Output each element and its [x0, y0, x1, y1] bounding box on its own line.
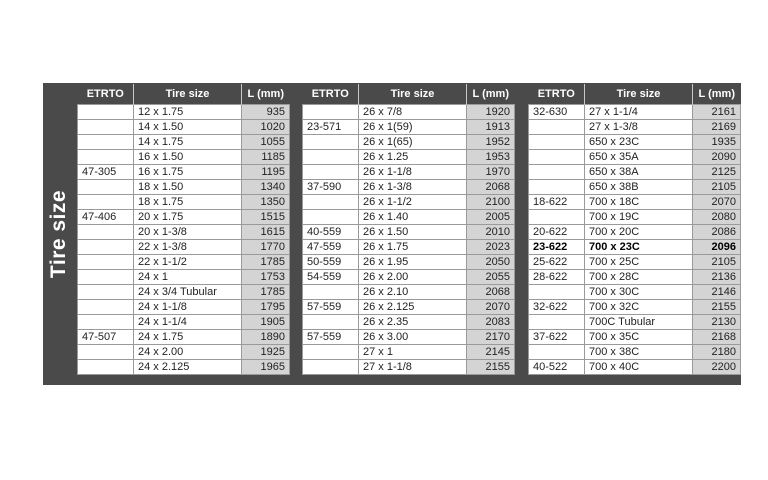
tire-size-cell: 24 x 1	[134, 270, 242, 285]
table-row	[303, 135, 515, 150]
tire-size-cell: 26 x 3.00	[359, 330, 467, 345]
length-cell: 2005	[467, 210, 515, 225]
side-label-container	[43, 83, 76, 385]
tire-size-cell: 700 x 40C	[585, 360, 693, 375]
etrto-cell	[78, 135, 134, 150]
tire-size-cell: 27 x 1-1/8	[359, 360, 467, 375]
tire-size-cell: 26 x 1(65)	[359, 135, 467, 150]
header-etrto: ETRTO	[529, 84, 585, 105]
etrto-cell	[78, 240, 134, 255]
tire-size-cell: 26 x 1(59)	[359, 120, 467, 135]
length-cell: 2080	[693, 210, 741, 225]
length-cell: 2145	[467, 345, 515, 360]
etrto-cell	[303, 195, 359, 210]
length-cell: 2168	[693, 330, 741, 345]
table-row	[303, 165, 515, 180]
length-cell: 1340	[242, 180, 290, 195]
tire-size-cell: 26 x 2.00	[359, 270, 467, 285]
tire-size-cell: 26 x 2.35	[359, 315, 467, 330]
tire-size-cell: 20 x 1-3/8	[134, 225, 242, 240]
etrto-cell	[78, 315, 134, 330]
etrto-cell: 57-559	[303, 300, 359, 315]
length-cell: 2169	[693, 120, 741, 135]
tire-size-cell: 700 x 35C	[585, 330, 693, 345]
etrto-cell	[78, 180, 134, 195]
tire-size-cell: 24 x 2.00	[134, 345, 242, 360]
length-cell: 1905	[242, 315, 290, 330]
etrto-cell: 23-571	[303, 120, 359, 135]
header-tire-size: Tire size	[585, 84, 693, 105]
tire-size-cell: 24 x 1.75	[134, 330, 242, 345]
table-row	[78, 165, 290, 180]
length-cell: 2023	[467, 240, 515, 255]
etrto-cell	[78, 255, 134, 270]
table-row	[529, 225, 741, 240]
etrto-cell: 28-622	[529, 270, 585, 285]
tire-size-cell: 26 x 1.25	[359, 150, 467, 165]
length-cell: 2096	[693, 240, 741, 255]
etrto-cell	[303, 210, 359, 225]
length-cell: 2010	[467, 225, 515, 240]
etrto-cell: 40-522	[529, 360, 585, 375]
table-row	[529, 180, 741, 195]
table-row	[529, 165, 741, 180]
table-row	[529, 210, 741, 225]
etrto-cell: 23-622	[529, 240, 585, 255]
etrto-cell	[303, 165, 359, 180]
length-cell: 2068	[467, 180, 515, 195]
header-tire-size: Tire size	[359, 84, 467, 105]
etrto-cell: 47-406	[78, 210, 134, 225]
length-cell: 1890	[242, 330, 290, 345]
length-cell: 2070	[693, 195, 741, 210]
tire-size-cell: 20 x 1.75	[134, 210, 242, 225]
table-row	[78, 285, 290, 300]
etrto-cell: 40-559	[303, 225, 359, 240]
etrto-cell	[78, 195, 134, 210]
length-cell: 2105	[693, 255, 741, 270]
length-cell: 2200	[693, 360, 741, 375]
table-row	[303, 150, 515, 165]
etrto-cell	[303, 315, 359, 330]
etrto-cell: 32-630	[529, 105, 585, 120]
table-row	[78, 240, 290, 255]
etrto-cell	[78, 285, 134, 300]
length-cell: 2105	[693, 180, 741, 195]
table-row	[303, 225, 515, 240]
tire-size-cell: 700 x 32C	[585, 300, 693, 315]
etrto-cell	[529, 180, 585, 195]
tire-size-cell: 650 x 23C	[585, 135, 693, 150]
tire-size-cell: 26 x 1-3/8	[359, 180, 467, 195]
tire-size-cell: 16 x 1.50	[134, 150, 242, 165]
length-cell: 2170	[467, 330, 515, 345]
tire-size-cell: 24 x 3/4 Tubular	[134, 285, 242, 300]
length-cell: 2146	[693, 285, 741, 300]
length-cell: 1615	[242, 225, 290, 240]
table-row	[78, 345, 290, 360]
tire-size-cell: 14 x 1.75	[134, 135, 242, 150]
tire-size-cell: 26 x 1-1/2	[359, 195, 467, 210]
table-header-row	[303, 84, 515, 105]
table-row	[303, 195, 515, 210]
tire-table-block-3	[528, 84, 741, 375]
tire-size-cell: 700 x 20C	[585, 225, 693, 240]
length-cell: 2136	[693, 270, 741, 285]
length-cell: 2180	[693, 345, 741, 360]
tire-size-cell: 27 x 1-3/8	[585, 120, 693, 135]
header-etrto: ETRTO	[303, 84, 359, 105]
length-cell: 1185	[242, 150, 290, 165]
table-row	[78, 360, 290, 375]
table-row	[78, 315, 290, 330]
length-cell: 1913	[467, 120, 515, 135]
etrto-cell	[78, 105, 134, 120]
etrto-cell	[529, 285, 585, 300]
tire-size-cell: 26 x 1.95	[359, 255, 467, 270]
table-row	[78, 225, 290, 240]
table-row	[529, 360, 741, 375]
header-etrto: ETRTO	[78, 84, 134, 105]
length-cell: 1785	[242, 285, 290, 300]
tire-size-cell: 22 x 1-3/8	[134, 240, 242, 255]
table-row	[78, 300, 290, 315]
table-row	[529, 240, 741, 255]
table-row	[303, 300, 515, 315]
etrto-cell	[78, 300, 134, 315]
table-row	[529, 300, 741, 315]
etrto-cell: 47-305	[78, 165, 134, 180]
tire-size-cell: 700C Tubular	[585, 315, 693, 330]
tire-size-cell: 700 x 30C	[585, 285, 693, 300]
tire-table-block-1	[77, 84, 290, 375]
tire-size-cell: 650 x 38B	[585, 180, 693, 195]
table-row	[303, 270, 515, 285]
header-tire-size: Tire size	[134, 84, 242, 105]
etrto-cell	[303, 345, 359, 360]
etrto-cell	[529, 345, 585, 360]
length-cell: 1055	[242, 135, 290, 150]
table-row	[303, 345, 515, 360]
table-row	[78, 270, 290, 285]
tire-size-cell: 650 x 35A	[585, 150, 693, 165]
length-cell: 2055	[467, 270, 515, 285]
table-row	[78, 180, 290, 195]
tire-size-cell: 700 x 38C	[585, 345, 693, 360]
etrto-cell: 32-622	[529, 300, 585, 315]
table-row	[78, 255, 290, 270]
tire-size-cell: 700 x 19C	[585, 210, 693, 225]
table-row	[529, 255, 741, 270]
length-cell: 2050	[467, 255, 515, 270]
table-row	[529, 330, 741, 345]
tire-size-cell: 700 x 28C	[585, 270, 693, 285]
length-cell: 1195	[242, 165, 290, 180]
tire-size-cell: 24 x 2.125	[134, 360, 242, 375]
table-row	[529, 120, 741, 135]
table-row	[303, 240, 515, 255]
table-row	[78, 105, 290, 120]
length-cell: 1965	[242, 360, 290, 375]
length-cell: 1753	[242, 270, 290, 285]
length-cell: 1350	[242, 195, 290, 210]
tire-size-cell: 16 x 1.75	[134, 165, 242, 180]
tire-size-cell: 22 x 1-1/2	[134, 255, 242, 270]
length-cell: 1970	[467, 165, 515, 180]
table-row	[529, 150, 741, 165]
table-row	[529, 345, 741, 360]
table-row	[529, 285, 741, 300]
table-header-row	[78, 84, 290, 105]
tire-size-cell: 27 x 1	[359, 345, 467, 360]
table-row	[529, 135, 741, 150]
etrto-cell	[529, 315, 585, 330]
length-cell: 2130	[693, 315, 741, 330]
table-row	[303, 285, 515, 300]
header-length: L (mm)	[242, 84, 290, 105]
length-cell: 1020	[242, 120, 290, 135]
length-cell: 2070	[467, 300, 515, 315]
table-row	[303, 315, 515, 330]
table-row	[303, 360, 515, 375]
table-row	[303, 180, 515, 195]
tire-size-cell: 18 x 1.75	[134, 195, 242, 210]
table-header-row	[529, 84, 741, 105]
table-row	[303, 105, 515, 120]
tire-size-cell: 700 x 23C	[585, 240, 693, 255]
tire-size-cell: 650 x 38A	[585, 165, 693, 180]
table-row	[529, 195, 741, 210]
table-row	[303, 255, 515, 270]
etrto-cell: 37-590	[303, 180, 359, 195]
length-cell: 1925	[242, 345, 290, 360]
length-cell: 2125	[693, 165, 741, 180]
tire-size-cell: 26 x 1.40	[359, 210, 467, 225]
tire-size-cell: 27 x 1-1/4	[585, 105, 693, 120]
length-cell: 2068	[467, 285, 515, 300]
etrto-cell: 54-559	[303, 270, 359, 285]
etrto-cell	[529, 135, 585, 150]
etrto-cell: 47-507	[78, 330, 134, 345]
length-cell: 2155	[467, 360, 515, 375]
length-cell: 1770	[242, 240, 290, 255]
etrto-cell	[529, 150, 585, 165]
etrto-cell	[78, 225, 134, 240]
table-row	[303, 330, 515, 345]
header-length: L (mm)	[467, 84, 515, 105]
length-cell: 2100	[467, 195, 515, 210]
length-cell: 1785	[242, 255, 290, 270]
tire-size-cell: 26 x 1.75	[359, 240, 467, 255]
length-cell: 2155	[693, 300, 741, 315]
etrto-cell	[303, 105, 359, 120]
tire-size-cell: 26 x 7/8	[359, 105, 467, 120]
etrto-cell: 47-559	[303, 240, 359, 255]
length-cell: 1795	[242, 300, 290, 315]
length-cell: 1515	[242, 210, 290, 225]
tire-size-cell: 700 x 25C	[585, 255, 693, 270]
length-cell: 2083	[467, 315, 515, 330]
table-row	[78, 120, 290, 135]
side-label: Tire size	[47, 189, 71, 279]
header-length: L (mm)	[693, 84, 741, 105]
etrto-cell	[78, 150, 134, 165]
table-row	[529, 105, 741, 120]
table-row	[78, 150, 290, 165]
etrto-cell: 57-559	[303, 330, 359, 345]
etrto-cell	[529, 165, 585, 180]
etrto-cell	[78, 360, 134, 375]
etrto-cell	[303, 135, 359, 150]
length-cell: 2086	[693, 225, 741, 240]
tire-size-cell: 24 x 1-1/8	[134, 300, 242, 315]
table-row	[78, 330, 290, 345]
tire-size-cell: 700 x 18C	[585, 195, 693, 210]
length-cell: 1935	[693, 135, 741, 150]
etrto-cell	[78, 270, 134, 285]
etrto-cell: 25-622	[529, 255, 585, 270]
table-row	[303, 210, 515, 225]
length-cell: 2090	[693, 150, 741, 165]
table-row	[529, 315, 741, 330]
length-cell: 1920	[467, 105, 515, 120]
length-cell: 2161	[693, 105, 741, 120]
table-row	[78, 195, 290, 210]
tire-table-block-2	[302, 84, 515, 375]
etrto-cell	[303, 285, 359, 300]
etrto-cell	[303, 360, 359, 375]
etrto-cell: 50-559	[303, 255, 359, 270]
length-cell: 1952	[467, 135, 515, 150]
etrto-cell	[78, 120, 134, 135]
tire-size-cell: 14 x 1.50	[134, 120, 242, 135]
tire-size-cell: 24 x 1-1/4	[134, 315, 242, 330]
etrto-cell	[78, 345, 134, 360]
etrto-cell: 18-622	[529, 195, 585, 210]
etrto-cell: 20-622	[529, 225, 585, 240]
tire-size-cell: 26 x 2.125	[359, 300, 467, 315]
tire-size-cell: 18 x 1.50	[134, 180, 242, 195]
length-cell: 935	[242, 105, 290, 120]
tire-size-cell: 12 x 1.75	[134, 105, 242, 120]
table-row	[78, 210, 290, 225]
etrto-cell	[529, 210, 585, 225]
tire-size-cell: 26 x 1-1/8	[359, 165, 467, 180]
table-row	[303, 120, 515, 135]
etrto-cell	[303, 150, 359, 165]
etrto-cell: 37-622	[529, 330, 585, 345]
length-cell: 1953	[467, 150, 515, 165]
table-row	[529, 270, 741, 285]
tire-size-cell: 26 x 2.10	[359, 285, 467, 300]
table-row	[78, 135, 290, 150]
tire-size-cell: 26 x 1.50	[359, 225, 467, 240]
etrto-cell	[529, 120, 585, 135]
